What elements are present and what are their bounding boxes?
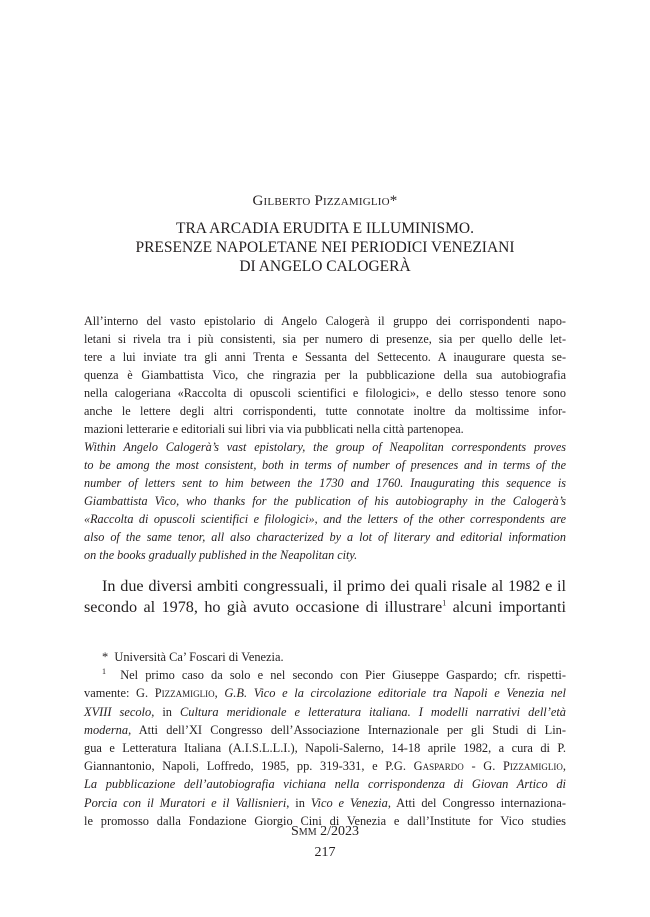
footnote-text: - G. (463, 759, 503, 774)
footnote-author: Pizzamiglio (503, 759, 563, 774)
body-text-run: alcuni importanti (446, 598, 566, 616)
footnote-line: le promosso dalla Fondazione Giorgio Cini di Venezia e dall’Institute for Vico studies (84, 813, 566, 828)
footnote-line: gua e Letteratura Italiana (A.I.S.L.L.I.), Napoli-Salerno, 14-18 aprile 1982, a cura di P. (84, 741, 566, 756)
footnote-mark: 1 (102, 667, 106, 677)
abstract-line: Within Angelo Calogerà’s vast epistolary, the group of Neapolitan correspondents proves (84, 440, 566, 454)
footnote-work-title: XVIII secolo (84, 704, 152, 719)
footnote-text: , (562, 759, 566, 774)
footnote-text: , in (151, 704, 180, 719)
abstract-line: All’interno del vasto epistolario di Angelo Calogerà il gruppo dei corrispondenti napo- (84, 314, 566, 328)
abstract-english (84, 438, 566, 564)
body-text-run: secondo al 1978, ho già avuto occasione di illustrare (84, 598, 443, 616)
article-title (0, 219, 650, 276)
author-first-name: Gilberto (252, 193, 311, 209)
footnote-line (84, 666, 566, 684)
footnote-text: vamente: G. (84, 686, 155, 701)
author-name (0, 193, 650, 210)
author-footnote-mark: * (389, 193, 398, 209)
footnote-author: Pizzamiglio (154, 686, 215, 701)
abstract-italian (84, 312, 566, 438)
page-number: 217 (314, 845, 336, 860)
abstract-line: Giambattista Vico, who thanks for the publication of his autobiography in the Calogerà’s (84, 494, 566, 508)
abstract-line: nella calogeriana «Raccolta di opuscoli scientifici e filologici», e dello stesso tenore sono (84, 386, 566, 400)
body-line: In due diversi ambiti congressuali, il primo dei quali risale al 1982 e il (102, 577, 566, 595)
footnote-work-title: G.B. Vico e la circolazione editoriale tra Napoli e Venezia nel (224, 686, 566, 701)
body-paragraph (84, 576, 566, 618)
abstract-line: mazioni letterarie e editoriali sui libri via via pubblicati nella città partenopea. (84, 422, 464, 436)
body-line (84, 597, 566, 618)
abstract-line: quenza è Giambattista Vico, che ringrazia per la pubblicazione della sua autobiografia (84, 368, 566, 382)
footnote-text: Giannantonio, Napoli, Loffredo, 1985, pp. 319-331, e P.G. (84, 759, 414, 774)
footnote-work-title: Vico e Venezia (310, 795, 388, 810)
footnotes (84, 648, 566, 830)
title-line: PRESENZE NAPOLETANE NEI PERIODICI VENEZIANI (135, 239, 515, 256)
footnote-line (84, 684, 566, 702)
footnote-work-title: moderna (84, 722, 129, 737)
abstract-line: letani si rivela tra i più consistenti, sia per numero di presenze, sia per quello delle let- (84, 332, 566, 346)
title-line: TRA ARCADIA ERUDITA E ILLUMINISMO. (176, 220, 474, 237)
footnote-mark: * (102, 650, 109, 664)
footnote-text: , in (286, 795, 311, 810)
footnote-author: Gaspardo (413, 759, 464, 774)
footnote-work-title: Cultura meridionale e letteratura italiana. I modelli narrativi dell’età (180, 704, 566, 719)
footnote-line: La pubblicazione dell’autobiografia vichiana nella corrispondenza di Giovan Artico di (84, 777, 566, 792)
title-line: DI ANGELO CALOGERÀ (239, 258, 411, 275)
footnote-text: , Atti dell’XI Congresso dell’Associazione Internazionale per gli Studi di Lin- (128, 722, 566, 737)
abstract-line: on the books gradually published in the Neapolitan city. (84, 548, 358, 562)
footnote-line (84, 721, 566, 739)
footnote-star (84, 648, 566, 666)
footnote-text: , Atti del Congresso internaziona- (387, 795, 566, 810)
abstract-line: also of the same tenor, all also characterized by a lot of literary and editorial information (84, 530, 566, 544)
footnote-line (84, 794, 566, 812)
footnote-text: , (214, 686, 225, 701)
abstract-line: anche le lettere degli altri corrispondenti, tutte connotate inoltre da moltissime infor- (84, 404, 566, 418)
footnote-text: Nel primo caso da solo e nel secondo con Pier Giuseppe Gaspardo; cfr. rispetti- (120, 668, 566, 683)
abstract-line: to be among the most consistent, both in terms of number of presences and in terms of the (84, 458, 566, 472)
abstract-line: tere a lui inviate tra gli anni Trenta e Sessanta del Settecento. A inaugurare questa se- (84, 350, 566, 364)
affiliation: Università Ca’ Foscari di Venezia. (114, 650, 284, 664)
footnote-work-title: Porcia con il Muratori e il Vallisnieri (84, 795, 287, 810)
footnote-line (84, 703, 566, 721)
abstract-line: number of letters sent to him between the 1730 and 1760. Inaugurating this sequence is (84, 476, 566, 490)
footnote-line (84, 757, 566, 775)
author-last-name: Pizzamiglio (314, 193, 390, 209)
abstract-line: «Raccolta di opuscoli scientifici e filologici», and the letters of the other correspondents are (84, 512, 566, 526)
journal-footer: Smm 2/2023 (291, 824, 359, 839)
footnote-ref-1[interactable]: 1 (442, 598, 447, 608)
